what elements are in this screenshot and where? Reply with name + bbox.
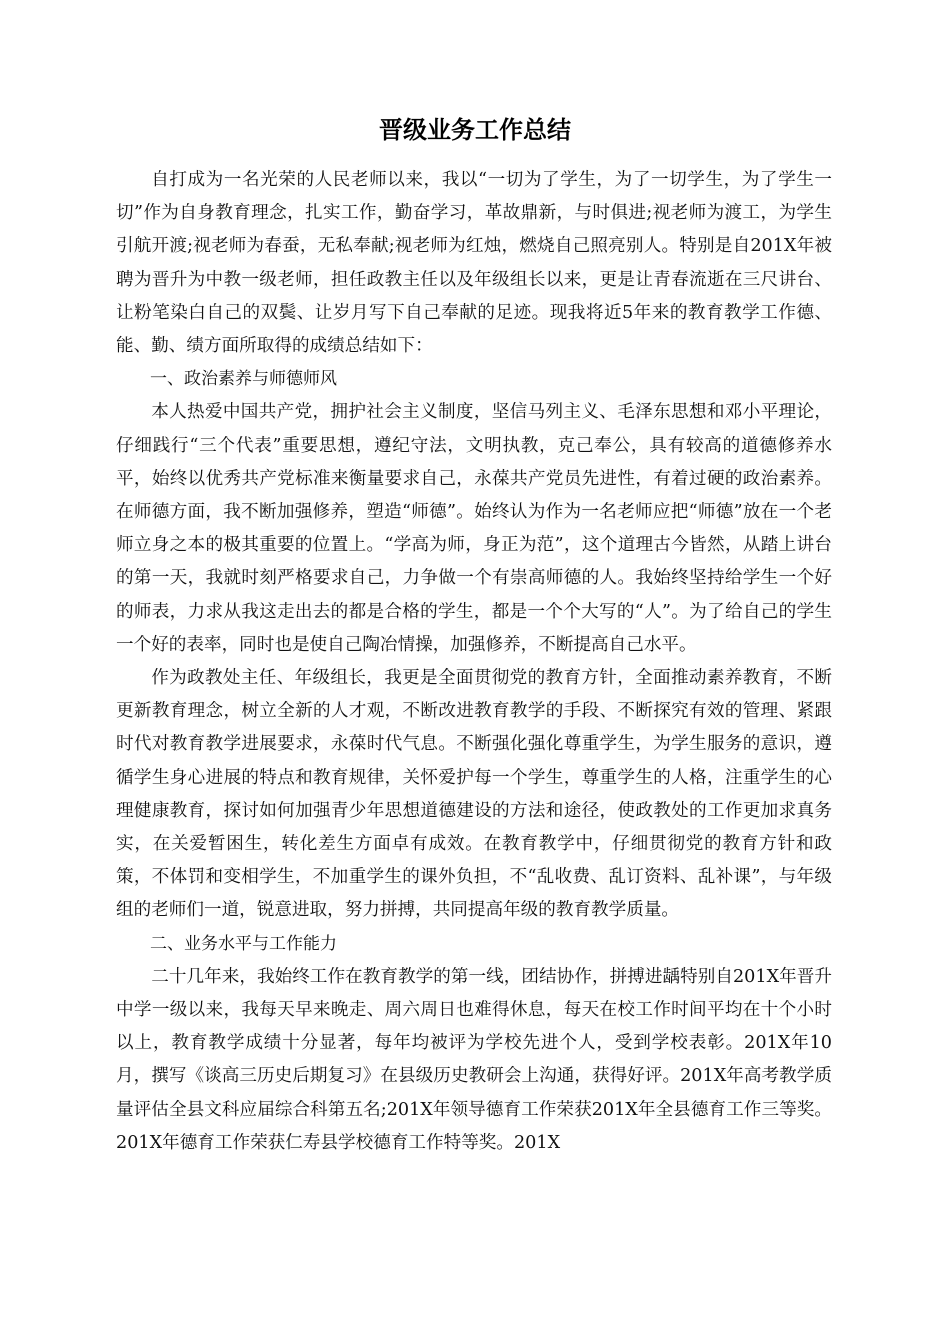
document-title: 晋级业务工作总结 — [379, 115, 571, 144]
document-body — [116, 164, 832, 1160]
ability-paragraph: 二十几年来，我始终工作在教育教学的第一线，团结协作，拼搏进龋特别自201X年晋升中学一级以来，我每天早来晚走、周六周日也难得休息，每天在校工作时间平均在十个小时以上，教育教学成绩十分显著，每年均被评为学校先进个人，受到学校表彰。201X年10月，撰写《谈高三历史后期复习》在县级历史教研会上沟通，获得好评。201X年高考教学质量评估全县文科应届综合科第五名;201X年领导德育工作荣获201X年全县德育工作三等奖。201X年德育工作荣获仁寿县学校德育工作特等奖。201X — [116, 966, 832, 1153]
intro-paragraph: 自打成为一名光荣的人民老师以来，我以“一切为了学生，为了一切学生，为了学生一切”作为自身教育理念，扎实工作，勤奋学习，革故鼎新，与时俱进;视老师为渡工，为学生引航开渡;视老师为春蚕，无私奉献;视老师为红烛，燃烧自己照亮别人。特别是自201X年被聘为晋升为中教一级老师，担任政教主任以及年级组长以来，更是让青春流逝在三尺讲台、让粉笔染白自己的双鬓、让岁月写下自己奉献的足迹。现我将近5年来的教育教学工作德、能、勤、绩方面所取得的成绩总结如下： — [116, 170, 832, 357]
management-paragraph: 作为政教处主任、年级组长，我更是全面贯彻党的教育方针，全面推动素养教育，不断更新教育理念，树立全新的人才观，不断改进教育教学的手段、不断探究有效的管理、紧跟时代对教育教学进展要求，永葆时代气息。不断强化强化尊重学生，为学生服务的意识，遵循学生身心进展的特点和教育规律，关怀爱护每一个学生，尊重学生的人格，注重学生的心理健康教育，探讨如何加强青少年思想道德建设的方法和途径，使政教处的工作更加求真务实，在关爱暂困生，转化差生方面卓有成效。在教育教学中，仔细贯彻党的教育方针和政策，不体罚和变相学生，不加重学生的课外负担，不“乱收费、乱订资料、乱补课”，与年级组的老师们一道，锐意进取，努力拼搏，共同提高年级的教育教学质量。 — [116, 668, 832, 921]
section-heading-politics: 一、政治素养与师德师风 — [150, 369, 337, 390]
section-heading-ability: 二、业务水平与工作能力 — [150, 933, 337, 954]
politics-paragraph: 本人热爱中国共产党，拥护社会主义制度，坚信马列主义、毛泽东思想和邓小平理论，仔细践行“三个代表”重要思想，遵纪守法，文明执教，克己奉公，具有较高的道德修养水平，始终以优秀共产党标准来衡量要求自己，永葆共产党员先进性，有着过硬的政治素养。在师德方面，我不断加强修养，塑造“师德”。始终认为作为一名老师应把“师德”放在一个老师立身之本的极其重要的位置上。“学高为师，身正为范”，这个道理古今皆然，从踏上讲台的第一天，我就时刻严格要求自己，力争做一个有崇高师德的人。我始终坚持给学生一个好的师表，力求从我这走出去的都是合格的学生，都是一个个大写的“人”。为了给自己的学生一个好的表率，同时也是使自己陶冶情操，加强修养，不断提高自己水平。 — [116, 402, 832, 655]
